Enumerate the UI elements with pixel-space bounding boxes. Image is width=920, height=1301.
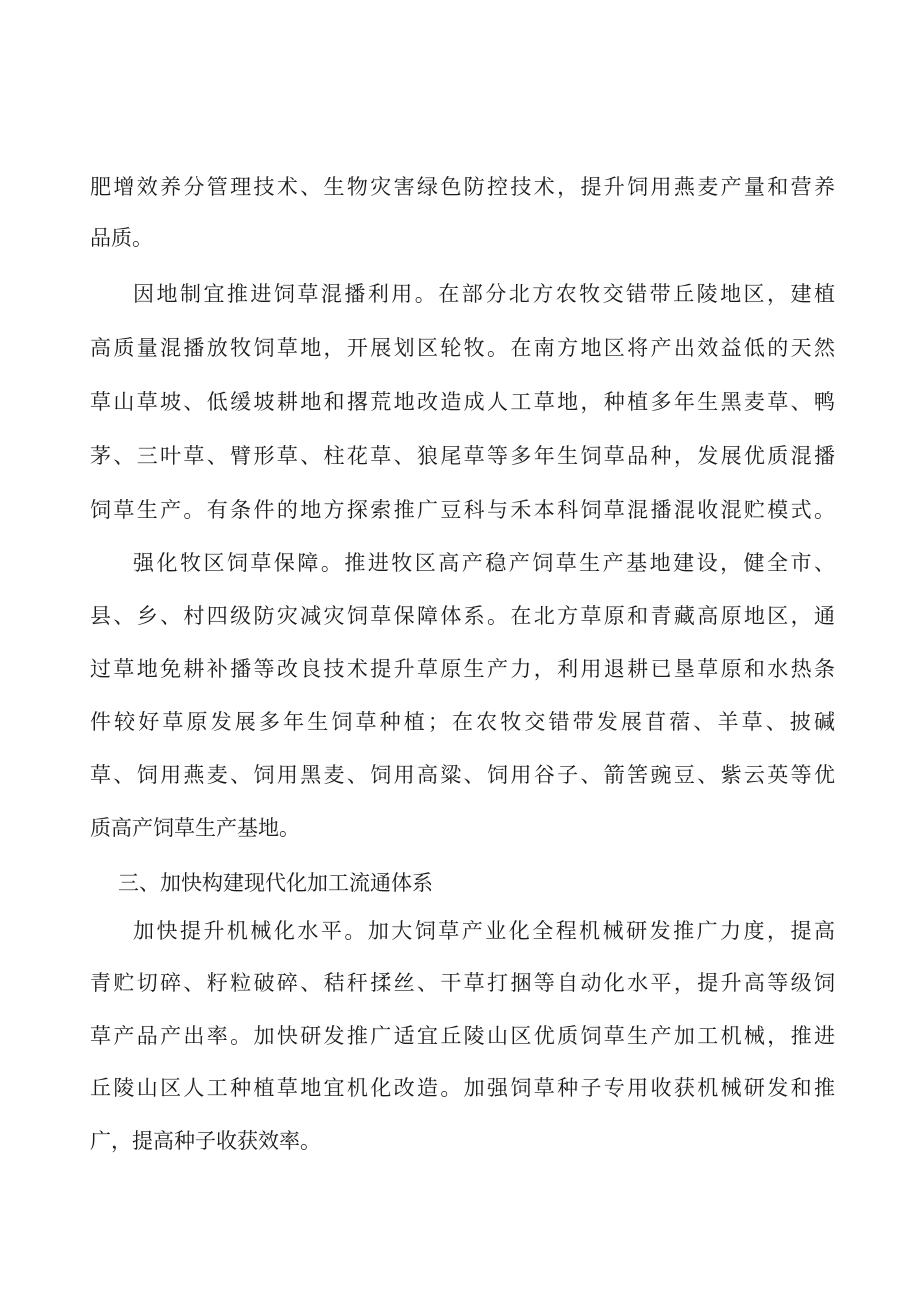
paragraph-line: 肥增效养分管理技术、生物灾害绿色防控技术，提升饲用燕麦产量和营养 <box>90 175 835 199</box>
paragraph-line: 青贮切碎、籽粒破碎、秸秆揉丝、干草打捆等自动化水平，提升高等级饲 <box>90 971 835 995</box>
paragraph-line: 件较好草原发展多年生饲草种植；在农牧交错带发展苜蓿、羊草、披碱 <box>90 710 835 734</box>
section-heading: 三、加快构建现代化加工流通体系 <box>118 871 433 895</box>
paragraph-line: 广，提高种子收获效率。 <box>90 1129 321 1153</box>
paragraph-line: 质高产饲草生产基地。 <box>90 816 300 840</box>
paragraph-line: 县、乡、村四级防灾减灾饲草保障体系。在北方草原和青藏高原地区，通 <box>90 604 835 628</box>
paragraph-line: 过草地免耕补播等改良技术提升草原生产力，利用退耕已垦草原和水热条 <box>90 657 835 681</box>
paragraph-line: 草山草坡、低缓坡耕地和撂荒地改造成人工草地，种植多年生黑麦草、鸭 <box>90 390 835 414</box>
paragraph-line: 茅、三叶草、臂形草、柱花草、狼尾草等多年生饲草品种，发展优质混播 <box>90 444 835 468</box>
paragraph-line: 品质。 <box>90 226 153 250</box>
paragraph-line: 饲草生产。有条件的地方探索推广豆科与禾本科饲草混播混收混贮模式。 <box>90 498 835 522</box>
paragraph-line: 草产品产出率。加快研发推广适宜丘陵山区优质饲草生产加工机械，推进 <box>90 1024 835 1048</box>
paragraph-line: 草、饲用燕麦、饲用黑麦、饲用高粱、饲用谷子、箭筈豌豆、紫云英等优 <box>90 763 835 787</box>
paragraph-line: 丘陵山区人工种植草地宜机化改造。加强饲草种子专用收获机械研发和推 <box>90 1076 835 1100</box>
paragraph-line: 因地制宜推进饲草混播利用。在部分北方农牧交错带丘陵地区，建植 <box>133 282 835 306</box>
paragraph-line: 强化牧区饲草保障。推进牧区高产稳产饲草生产基地建设，健全市、 <box>133 551 835 575</box>
paragraph-line: 高质量混播放牧饲草地，开展划区轮牧。在南方地区将产出效益低的天然 <box>90 336 835 360</box>
paragraph-line: 加快提升机械化水平。加大饲草产业化全程机械研发推广力度，提高 <box>133 919 835 943</box>
